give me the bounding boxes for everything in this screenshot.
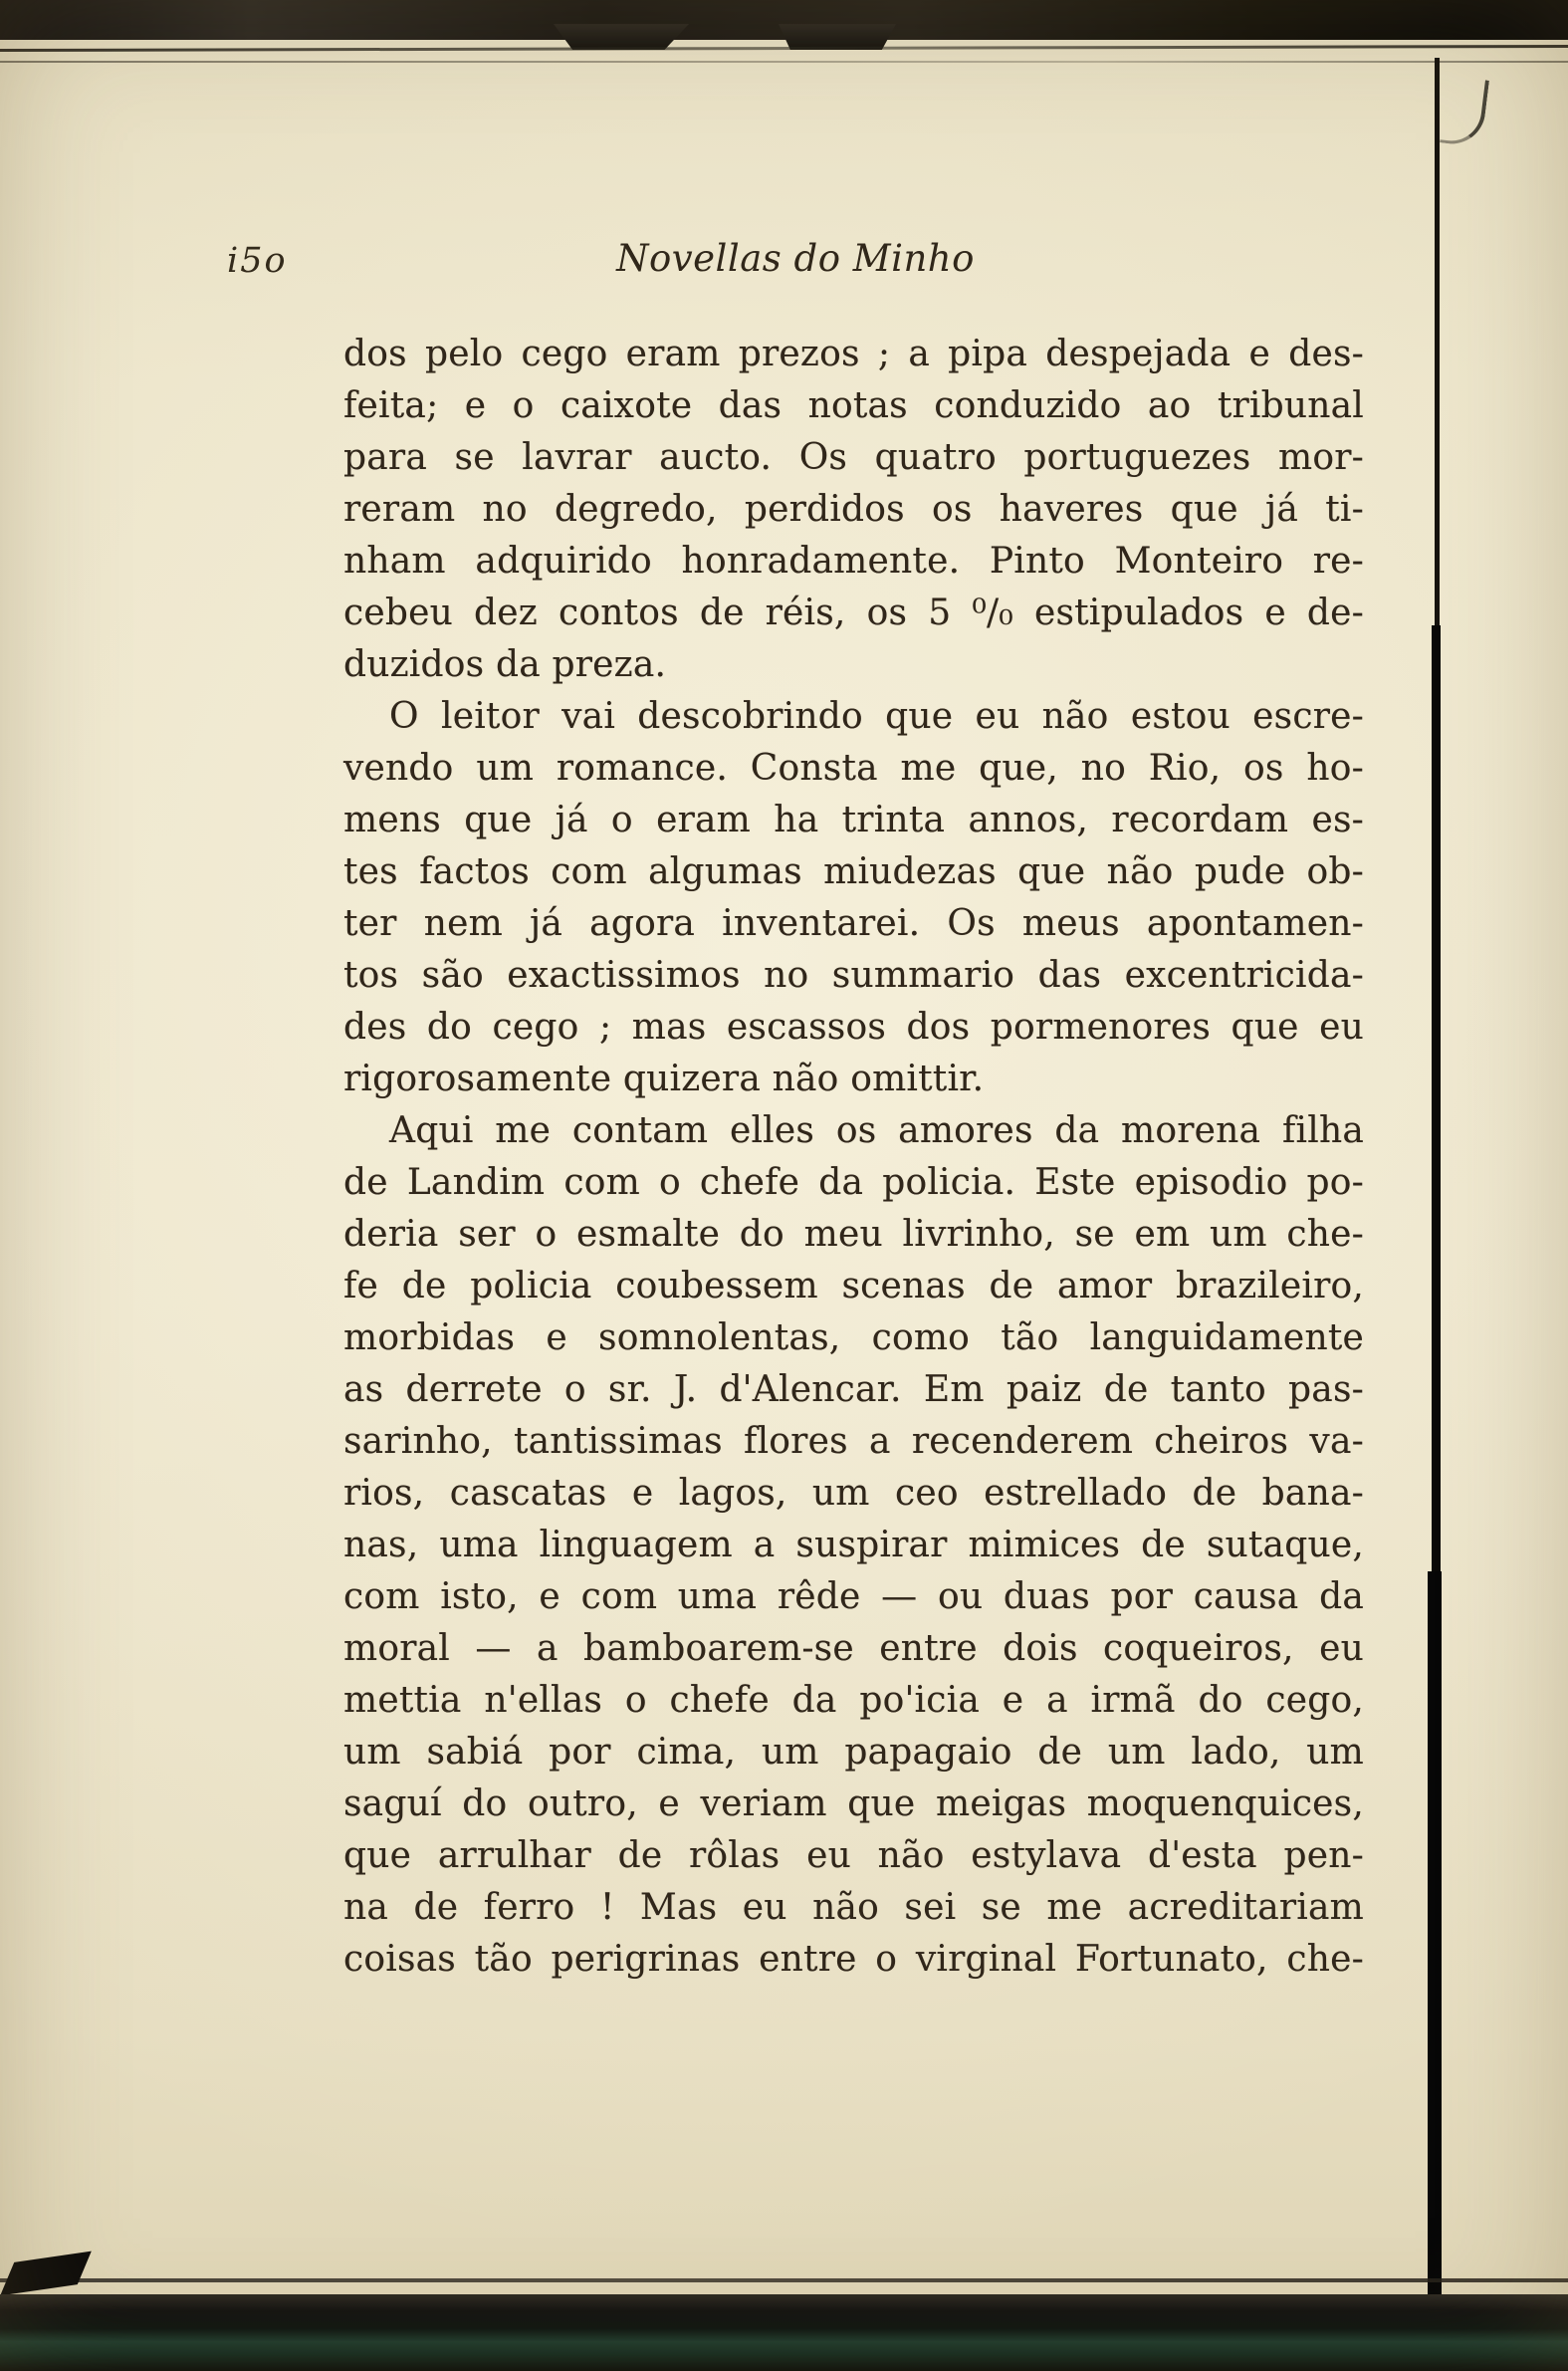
text-line: morbidas e somnolentas, como tão languidamente: [343, 1317, 1364, 1358]
text-line: um sabiá por cima, um papagaio de um lado, um: [343, 1732, 1364, 1773]
text-line: deria ser o esmalte do meu livrinho, se em um che-: [343, 1214, 1364, 1255]
text-line: para se lavrar aucto. Os quatro portuguezes mor-: [343, 437, 1364, 478]
top-rule-line: [0, 45, 1568, 52]
text-line: sarinho, tantissimas flores a recenderem cheiros va-: [343, 1421, 1364, 1462]
text-line: Aqui me contam elles os amores da morena filha: [389, 1110, 1364, 1151]
paragraph: [343, 329, 1364, 691]
right-margin-scribble-mark: [1440, 76, 1489, 148]
text-line: reram no degredo, perdidos os haveres que já ti-: [343, 489, 1364, 530]
text-line: mens que já o eram ha trinta annos, recordam es-: [343, 800, 1364, 840]
right-page-edge-line-lower: [1428, 1571, 1442, 2326]
text-line: com isto, e com uma rêde — ou duas por causa da: [343, 1576, 1364, 1617]
text-line: moral — a bamboarem-se entre dois coqueiros, eu: [343, 1628, 1364, 1669]
right-page-edge-line-middle: [1432, 625, 1441, 1573]
right-page-edge-line-upper: [1435, 58, 1440, 627]
bottom-rule-line: [0, 2278, 1568, 2282]
running-title: Novellas do Minho: [616, 237, 975, 280]
text-line: nham adquirido honradamente. Pinto Monteiro re-: [343, 541, 1364, 582]
text-line: na de ferro ! Mas eu não sei se me acreditariam: [343, 1887, 1364, 1928]
text-line: ter nem já agora inventarei. Os meus apontamen-: [343, 903, 1364, 944]
paragraph: [343, 1105, 1364, 1986]
text-line: tes factos com algumas miudezas que não pude ob-: [343, 851, 1364, 892]
bottom-left-ink-mark: [0, 2252, 92, 2296]
text-line: mettia n'ellas o chefe da po'icia e a irmã do cego,: [343, 1680, 1364, 1721]
page-header-row: [227, 237, 1364, 287]
text-line: saguí do outro, e veriam que meigas moquenquices,: [343, 1783, 1364, 1824]
text-line: duzidos da preza.: [343, 644, 667, 685]
text-line: O leitor vai descobrindo que eu não estou escre-: [389, 696, 1364, 737]
text-line: rigorosamente quizera não omittir.: [343, 1059, 985, 1099]
text-line: feita; e o caixote das notas conduzido ao tribunal: [343, 385, 1364, 426]
text-line: fe de policia coubessem scenas de amor brazileiro,: [343, 1266, 1364, 1306]
text-line: vendo um romance. Consta me que, no Rio, os ho-: [343, 748, 1364, 789]
text-line: de Landim com o chefe da policia. Este episodio po-: [343, 1162, 1364, 1203]
text-line: que arrulhar de rôlas eu não estylava d'esta pen-: [343, 1835, 1364, 1876]
top-band-wedge-mark: [554, 24, 689, 50]
text-line: cebeu dez contos de réis, os 5 ⁰/₀ estipulados e de-: [343, 593, 1364, 633]
bottom-scan-band: [0, 2294, 1568, 2371]
text-line: dos pelo cego eram prezos ; a pipa despejada e des-: [343, 334, 1364, 374]
text-line: tos são exactissimos no summario das excentricida-: [343, 955, 1364, 996]
text-line: coisas tão perigrinas entre o virginal Fortunato, che-: [343, 1939, 1364, 1980]
paragraph: [343, 691, 1364, 1105]
page-number: i5o: [227, 241, 288, 281]
text-line: as derrete o sr. J. d'Alencar. Em paiz de tanto pas-: [343, 1369, 1364, 1410]
text-line: des do cego ; mas escassos dos pormenores que eu: [343, 1007, 1364, 1048]
text-line: rios, cascatas e lagos, um ceo estrellado de bana-: [343, 1473, 1364, 1514]
top-rule-line-thin: [0, 61, 1568, 63]
text-block: [343, 329, 1364, 1986]
text-line: nas, uma linguagem a suspirar mimices de sutaque,: [343, 1525, 1364, 1565]
